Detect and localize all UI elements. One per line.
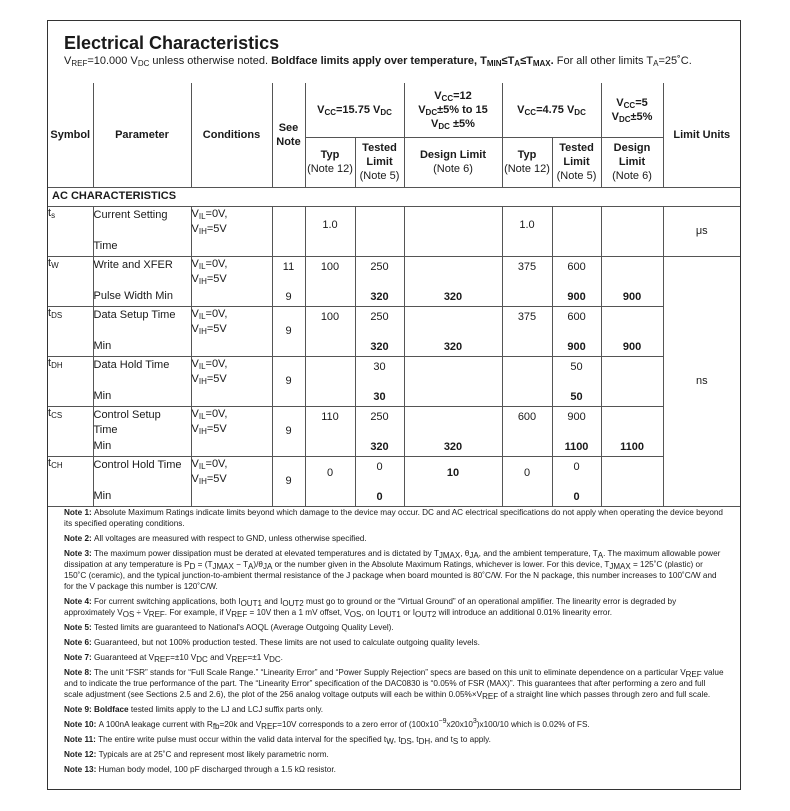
note-label: Note 11: [64, 735, 99, 744]
row-design-5: 900 [601, 306, 663, 356]
row-parameter [93, 306, 191, 356]
row-units: μs [663, 206, 740, 256]
header-parameter: Parameter [93, 83, 191, 187]
row-tested-15-bottom: 320 [370, 290, 389, 303]
row-parameter [93, 256, 191, 306]
row-tested-15 [355, 456, 404, 506]
row-conditions: $V_{IL}=0V$, $V_{IH}=5V$ [191, 456, 272, 506]
parameter-qualifier: Time [93, 239, 118, 252]
row-tested-15 [355, 356, 404, 406]
row-symbol: $t_{DS}$ [48, 306, 93, 356]
row-tested-15 [355, 406, 404, 456]
row-tested-15-top: 250 [370, 260, 389, 273]
page-title: Electrical Characteristics [64, 33, 280, 53]
row-see-note [272, 256, 305, 306]
row-typ-475: 0 [502, 456, 552, 506]
row-tested-15 [355, 256, 404, 306]
characteristics-table [48, 83, 740, 507]
note-text: All voltages are measured with respect to GND, unless otherwise specified. [94, 534, 367, 543]
note-text: Guaranteed, but not 100% production tested. These limits are not used to calculate outgoing quality levels. [94, 638, 480, 647]
parameter-name: Current Setting [93, 208, 168, 221]
row-tested-475 [552, 206, 601, 256]
parameter-name: Control Hold Time [93, 458, 182, 471]
row-tested-15-top: 30 [373, 360, 386, 373]
table-row [48, 256, 740, 306]
note-text: For current switching applications, both $I_{OUT1}$ and $I_{OUT2}$ must go to ground or the “Virtual Ground” of an operational amplifier. The linearity error is degraded by approximately $V_{OS} \div V_{REF}$. For example, if $V_{REF} = 10V$ then a 1 mV offset, $V_{OS}$, on $I_{OUT1}$ or $I_{OUT2}$ will introduce an additional 0.01% linearity error. [64, 597, 677, 619]
row-tested-15 [355, 306, 404, 356]
header-tested-15: Tested Limit (Note 5) [355, 137, 404, 187]
row-design-5 [601, 206, 663, 256]
row-tested-475 [552, 406, 601, 456]
note-item [64, 652, 726, 663]
note-item [64, 667, 726, 700]
note-item [64, 533, 726, 544]
parameter-qualifier: Min [93, 339, 112, 352]
note-item [64, 734, 726, 745]
row-design-5 [601, 456, 663, 506]
row-tested-475-bottom: 50 [570, 390, 583, 403]
row-see-note: 9 [272, 406, 305, 456]
row-tested-475-top: 50 [570, 360, 583, 373]
row-tested-15-bottom: 0 [376, 490, 383, 503]
parameter-name: Control Setup [93, 408, 161, 421]
header-conditions: Conditions [191, 83, 272, 187]
row-tested-475 [552, 356, 601, 406]
note-label: Note 13: [64, 765, 99, 774]
header-limit-units: Limit Units [663, 83, 740, 187]
row-tested-15-top: 250 [370, 410, 389, 423]
row-symbol: $t_W$ [48, 256, 93, 306]
row-typ-15: 0 [305, 456, 355, 506]
parameter-name: Write and XFER [93, 258, 173, 271]
row-parameter [93, 356, 191, 406]
notes-section [64, 507, 726, 779]
row-parameter [93, 456, 191, 506]
row-tested-475 [552, 306, 601, 356]
row-design-12: 320 [404, 256, 502, 306]
note-item [64, 764, 726, 775]
header-vcc-4-75: $V_{CC}=4.75$ $V_{DC}$ [502, 83, 601, 137]
row-tested-475-bottom: 900 [567, 290, 586, 303]
header-tested-475: Tested Limit (Note 5) [552, 137, 601, 187]
datasheet-frame [47, 20, 741, 790]
header-design-5: Design Limit (Note 6) [601, 137, 663, 187]
row-symbol: $t_{CH}$ [48, 456, 93, 506]
row-typ-15: 100 [305, 306, 355, 356]
note-label: Note 1: [64, 508, 95, 517]
row-see-note-bottom: 9 [285, 290, 292, 303]
row-units-ns: ns [663, 256, 740, 506]
parameter-name-cont: Time [93, 423, 118, 436]
row-see-note-top: 11 [282, 260, 295, 273]
row-tested-475-bottom: 1100 [564, 440, 589, 453]
note-item [64, 507, 726, 529]
row-tested-15-bottom: 320 [370, 340, 389, 353]
row-symbol: $t_s$ [48, 206, 93, 256]
row-tested-475-bottom: 0 [573, 490, 580, 503]
row-conditions: $V_{IL}=0V$, $V_{IH}=5V$ [191, 206, 272, 256]
note-text: Absolute Maximum Ratings indicate limits beyond which damage to the device may occur. DC and AC electrical specifications do not apply when operating the device beyond its specified operating conditions. [64, 508, 723, 528]
section-ac-characteristics: AC CHARACTERISTICS [48, 187, 740, 206]
header-vcc-12-15: $V_{CC}=12$ $V_{DC}\pm 5\%$ to 15 $V_{DC} \pm 5\%$ [404, 83, 502, 137]
row-see-note [272, 206, 305, 256]
note-text: Typicals are at 25˚C and represent most likely parametric norm. [98, 750, 329, 759]
parameter-qualifier: Min [93, 489, 112, 502]
row-tested-15-top: 250 [370, 310, 389, 323]
header-typ-475: Typ (Note 12) [502, 137, 552, 187]
row-tested-15-top: 0 [376, 460, 383, 473]
row-tested-15-bottom: 320 [370, 440, 389, 453]
note-item [64, 749, 726, 760]
header-vcc-15-75: $V_{CC}=15.75$ $V_{DC}$ [305, 83, 404, 137]
note-label: Note 2: [64, 534, 95, 543]
header-design-12: Design Limit (Note 6) [404, 137, 502, 187]
parameter-name: Data Hold Time [93, 358, 170, 371]
row-symbol: $t_{DH}$ [48, 356, 93, 406]
note-label: Note 10: [64, 720, 99, 729]
note-text: tested limits apply to the LJ and LCJ suffix parts only. [128, 705, 324, 714]
row-typ-15: 100 [305, 256, 355, 306]
note-label: Note 4: [64, 597, 95, 606]
header-see-note: See Note [272, 83, 305, 187]
note-label: Note 12: [64, 750, 99, 759]
row-design-12: 320 [404, 306, 502, 356]
row-tested-475-top: 900 [567, 410, 586, 423]
row-parameter [93, 406, 191, 456]
row-design-5: 1100 [601, 406, 663, 456]
note-item [64, 596, 726, 618]
table-row [48, 356, 740, 406]
note-item [64, 719, 726, 730]
parameter-qualifier: Min [93, 439, 112, 452]
header-symbol: Symbol [48, 83, 93, 187]
row-parameter [93, 206, 191, 256]
row-design-12: 320 [404, 406, 502, 456]
note-item [64, 637, 726, 648]
row-conditions: $V_{IL}=0V$, $V_{IH}=5V$ [191, 406, 272, 456]
row-tested-475-bottom: 900 [567, 340, 586, 353]
note-text: Human body model, 100 pF discharged through a 1.5 kΩ resistor. [98, 765, 336, 774]
parameter-qualifier: Min [93, 389, 112, 402]
table-row [48, 306, 740, 356]
row-tested-15-bottom: 30 [373, 390, 386, 403]
note-label: Note 6: [64, 638, 95, 647]
row-typ-475: 375 [502, 306, 552, 356]
note-item [64, 704, 726, 715]
note-label: Note 7: [64, 653, 95, 662]
row-design-12 [404, 356, 502, 406]
row-typ-15 [305, 356, 355, 406]
note-text: Guaranteed at $V_{REF}=\pm 10$ $V_{DC}$ and $V_{REF}=\pm 1$ $V_{DC}$. [94, 653, 283, 664]
row-tested-475-top: 0 [573, 460, 580, 473]
note-label: Note 9: [64, 705, 95, 714]
parameter-qualifier: Pulse Width Min [93, 289, 173, 302]
row-symbol: $t_{CS}$ [48, 406, 93, 456]
header-typ-15: Typ (Note 12) [305, 137, 355, 187]
note-text: The maximum power dissipation must be derated at elevated temperatures and is dictated by $T_{JMAX}$, $\theta_{JA}$, and the ambient temperature, $T_A$. The maximum allowable power dissipation at any temperature is $P_D = (T_{JMAX} - T_A)/\theta_{JA}$ or the number given in the Absolute Maximum Ratings, whichever is lower. For this device, $T_{JMAX}$ = 125˚C (plastic) or 150˚C (ceramic), and the typical junction-to-ambient thermal resistance of the J package when board mounted is 80˚C/W. For the N package, this number increases to 100˚C/W and for the V package this number is 120˚C/W. [64, 549, 721, 591]
row-see-note: 9 [272, 456, 305, 506]
note-label: Note 3: [64, 549, 95, 558]
row-see-note: 9 [272, 356, 305, 406]
row-design-12: 10 [404, 456, 502, 506]
row-typ-475 [502, 356, 552, 406]
conditions-subtitle: $V_{REF}=10.000$ $V_{DC}$ unless otherwise noted. Boldface limits apply over temperature, $T_{MIN}\le T_A\le T_{MAX}$. For all other limits $T_A=25˚C$. [64, 55, 692, 68]
row-typ-475: 1.0 [502, 206, 552, 256]
note-label: Note 8: [64, 668, 95, 677]
row-tested-475 [552, 256, 601, 306]
row-tested-15 [355, 206, 404, 256]
note-text: The entire write pulse must occur within the valid data interval for the specified $t_W$, $t_{DS}$, $t_{DH}$, and $t_S$ to apply. [98, 735, 491, 746]
note-item [64, 622, 726, 633]
row-typ-475: 600 [502, 406, 552, 456]
note-label: Note 5: [64, 623, 95, 632]
row-typ-475: 375 [502, 256, 552, 306]
note-text: A 100nA leakage current with $R_{fb}=20k$ and $V_{REF}=10V$ corresponds to a zero error of $(100x10^{-9}x20x10^3)x100/10$ which is 0.02% of FS. [98, 718, 590, 731]
note-bold: Boldface [94, 705, 129, 714]
row-design-5: 900 [601, 256, 663, 306]
note-item [64, 548, 726, 592]
note-text: Tested limits are guaranteed to National's AOQL (Average Outgoing Quality Level). [94, 623, 394, 632]
header-vcc-5: $V_{CC}=5$ $V_{DC}\pm 5\%$ [601, 83, 663, 137]
table-row [48, 456, 740, 506]
parameter-name: Data Setup Time [93, 308, 176, 321]
note-text: The unit “FSR” stands for “Full Scale Range.” “Linearity Error” and “Power Supply Rejection” specs are based on this unit to eliminate dependence on a particular $V_{REF}$ value and to indicate the true performance of the part. The “Linearity Error” specification of the DAC0830 is “0.05% of FSR (MAX)”. This guarantees that after performing a zero and full scale adjustment (see Sections 2.5 and 2.6), the plot of the 256 analog voltage outputs will each be within $0.05\%\times V_{REF}$ of a straight line which passes through zero and full scale. [64, 668, 724, 701]
table-row [48, 406, 740, 456]
row-tested-475 [552, 456, 601, 506]
row-conditions: $V_{IL}=0V$, $V_{IH}=5V$ [191, 356, 272, 406]
table-row [48, 206, 740, 256]
row-conditions: $V_{IL}=0V$, $V_{IH}=5V$ [191, 256, 272, 306]
row-typ-15: 110 [305, 406, 355, 456]
row-typ-15: 1.0 [305, 206, 355, 256]
row-tested-475-top: 600 [567, 310, 586, 323]
row-design-5 [601, 356, 663, 406]
row-design-12 [404, 206, 502, 256]
row-see-note: 9 [272, 306, 305, 356]
row-conditions: $V_{IL}=0V$, $V_{IH}=5V$ [191, 306, 272, 356]
row-tested-475-top: 600 [567, 260, 586, 273]
